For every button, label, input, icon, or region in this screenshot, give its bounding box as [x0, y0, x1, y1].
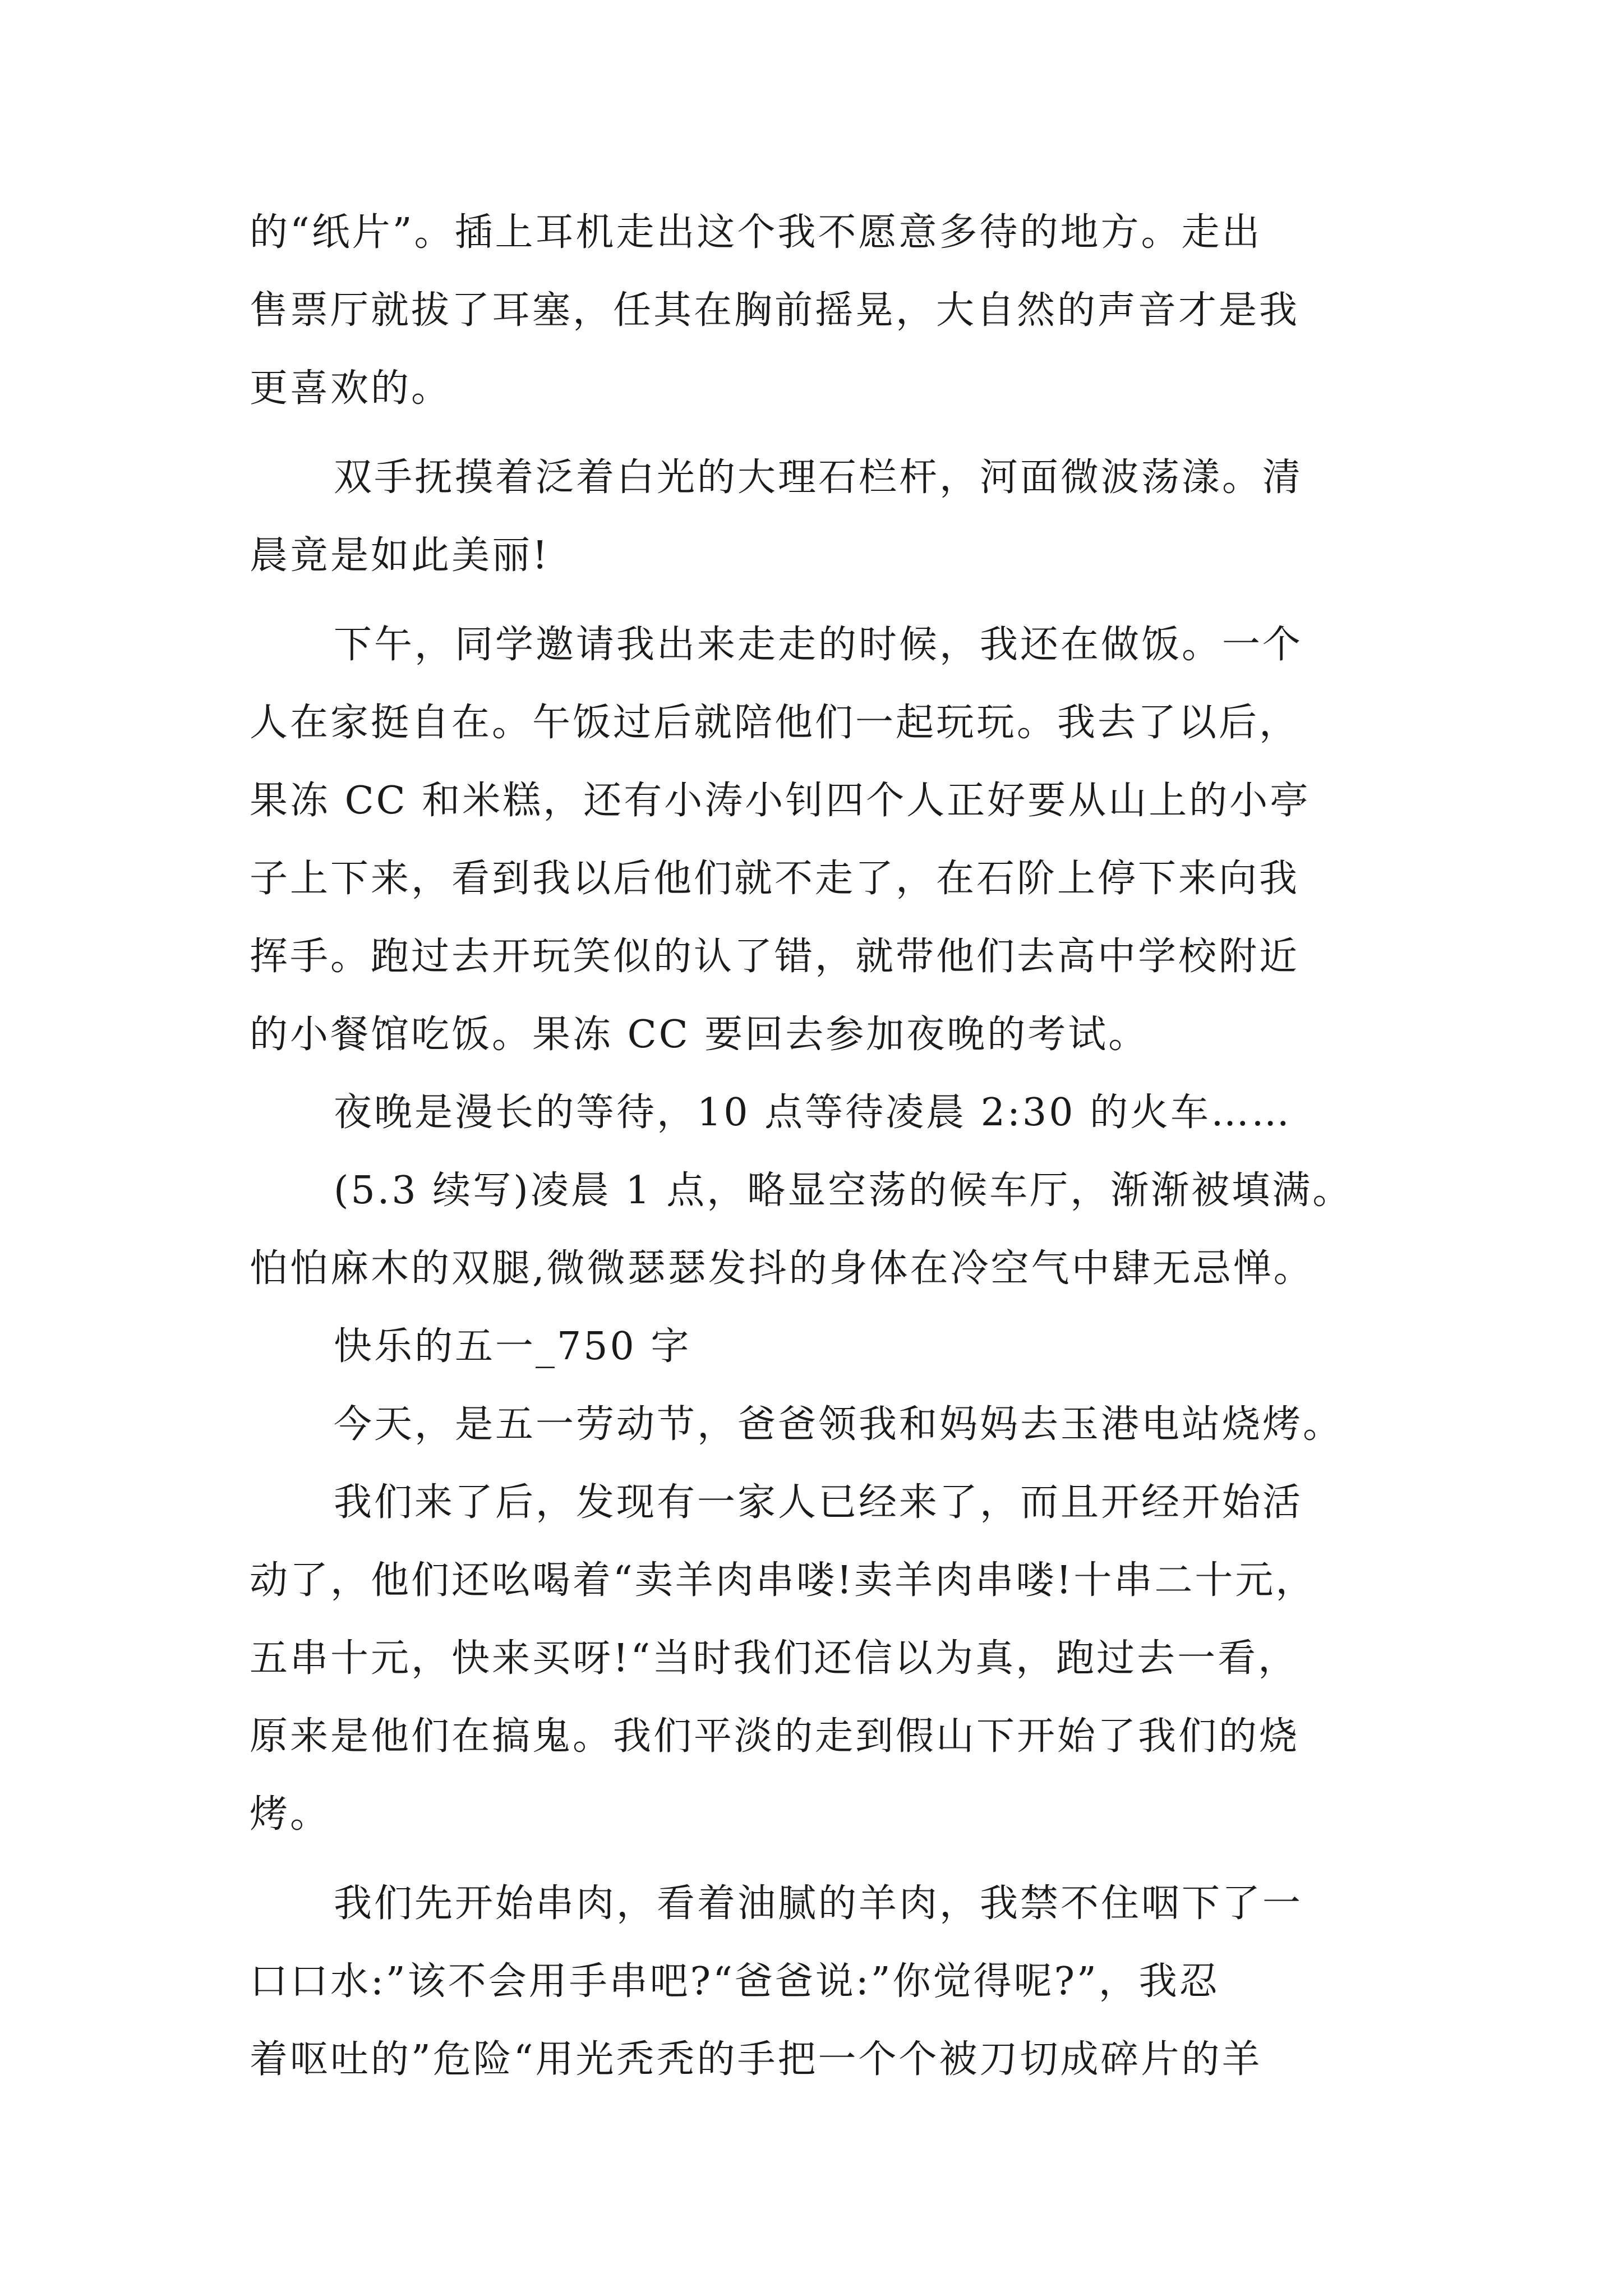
text-line: 我们来了后，发现有一家人已经来了，而且开经开始活	[334, 1480, 1303, 1525]
text-line: 烤。	[250, 1792, 331, 1837]
text-line: 人在家挺自在。午饭过后就陪他们一起玩玩。我去了以后，	[250, 701, 1300, 745]
text-line: 着呕吐的”危险“用光秃秃的手把一个个被刀切成碎片的羊	[250, 2037, 1262, 2082]
text-line: 口口水:”该不会用手串吧?“爸爸说:”你觉得呢?”，我忍	[250, 1959, 1220, 2004]
text-line: (5.3 续写)凌晨 1 点，略显空荡的候车厅，渐渐被填满。	[334, 1168, 1353, 1213]
text-line: 今天，是五一劳动节，爸爸领我和妈妈去玉港电站烧烤。	[334, 1402, 1344, 1447]
text-line: 五串十元，快来买呀!“当时我们还信以为真，跑过去一看，	[250, 1636, 1299, 1681]
text-line: 双手抚摸着泛着白光的大理石栏杆，河面微波荡漾。清	[334, 455, 1303, 500]
text-line: 动了，他们还吆喝着“卖羊肉串喽!卖羊肉串喽!十串二十元，	[250, 1558, 1316, 1603]
text-line: 果冻 CC 和米糕，还有小涛小钊四个人正好要从山上的小亭	[250, 779, 1311, 823]
text-line: 晨竟是如此美丽!	[250, 533, 550, 578]
text-line: 挥手。跑过去开玩笑似的认了错，就带他们去高中学校附近	[250, 935, 1300, 979]
text-line: 我们先开始串肉，看着油腻的羊肉，我禁不住咽下了一	[334, 1881, 1303, 1926]
text-line: 子上下来，看到我以后他们就不走了，在石阶上停下来向我	[250, 857, 1300, 901]
document-body	[250, 194, 1396, 2099]
text-line: 夜晚是漫长的等待，10 点等待凌晨 2:30 的火车……	[334, 1091, 1292, 1135]
text-line: 更喜欢的。	[250, 366, 452, 411]
text-line: 售票厅就拔了耳塞，任其在胸前摇晃，大自然的声音才是我	[250, 288, 1300, 333]
text-line: 的“纸片”。插上耳机走出这个我不愿意多待的地方。走出	[250, 210, 1262, 255]
text-line: 下午，同学邀请我出来走走的时候，我还在做饭。一个	[334, 623, 1303, 667]
text-line: 怕怕麻木的双腿,微微瑟瑟发抖的身体在冷空气中肆无忌惮。	[250, 1246, 1314, 1291]
text-line: 的小餐馆吃饭。果冻 CC 要回去参加夜晚的考试。	[250, 1013, 1149, 1057]
text-line: 原来是他们在搞鬼。我们平淡的走到假山下开始了我们的烧	[250, 1714, 1300, 1759]
section-title: 快乐的五一_750 字	[334, 1324, 691, 1369]
